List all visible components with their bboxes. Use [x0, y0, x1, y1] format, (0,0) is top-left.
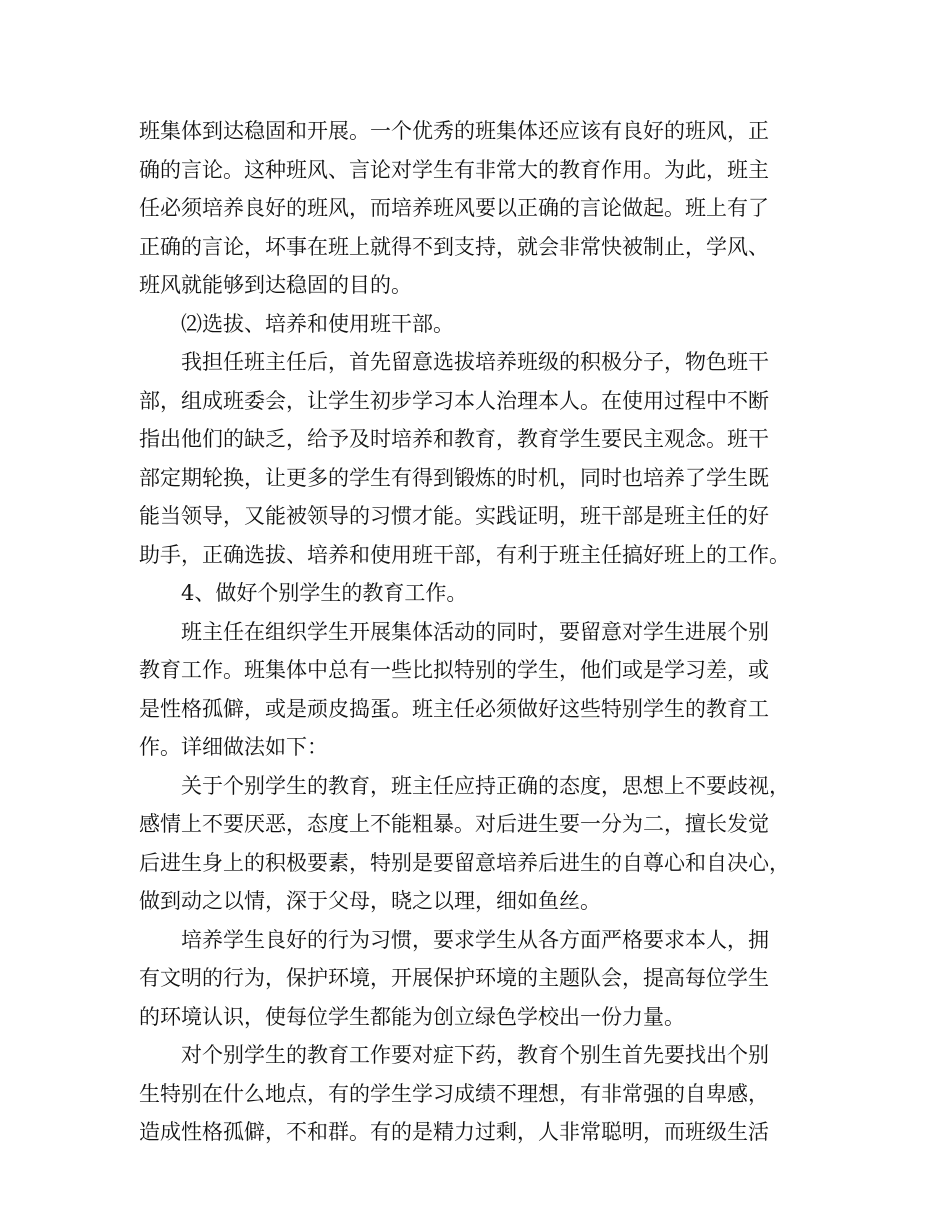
text-line: 我担任班主任后，首先留意选拔培养班级的积极分子，物色班干 — [139, 350, 769, 374]
text-line: 班风就能够到达稳固的目的。 — [139, 273, 412, 297]
body-text — [139, 112, 815, 1152]
text-line: 作。详细做法如下： — [139, 735, 328, 759]
text-line: 感情上不要厌恶，态度上不能粗暴。对后进生要一分为二，擅长发觉 — [139, 812, 769, 836]
text-line: 正确的言论，坏事在班上就得不到支持，就会非常快被制止，学风、 — [139, 234, 769, 259]
text-line: 造成性格孤僻，不和群。有的是精力过剩，人非常聪明，而班级生活 — [139, 1120, 769, 1144]
text-line: 关于个别学生的教育，班主任应持正确的态度，思想上不要歧视， — [139, 773, 790, 798]
text-line: 的环境认识，使每位学生都能为创立绿色学校出一份力量。 — [139, 1004, 685, 1029]
text-line: 能当领导，又能被领导的习惯才能。实践证明，班干部是班主任的好 — [139, 504, 769, 528]
text-line: 班主任在组织学生开展集体活动的同时，要留意对学生进展个别 — [139, 619, 769, 644]
text-line: 对个别学生的教育工作要对症下药，教育个别生首先要找出个别 — [139, 1043, 769, 1067]
text-line: 是性格孤僻，或是顽皮捣蛋。班主任必须做好这些特别学生的教育工 — [139, 696, 769, 721]
section-heading: ⑵选拔、培养和使用班干部。 — [139, 311, 454, 336]
text-line: 任必须培养良好的班风，而培养班风要以正确的言论做起。班上有了 — [139, 196, 769, 220]
text-line: 助手，正确选拔、培养和使用班干部，有利于班主任搞好班上的工作。 — [139, 542, 790, 567]
text-line: 有文明的行为，保护环境，开展保护环境的主题队会，提高每位学生 — [139, 966, 769, 990]
text-line: 部，组成班委会，让学生初步学习本人治理本人。在使用过程中不断 — [139, 388, 769, 413]
text-line: 做到动之以情，深于父母，晓之以理，细如鱼丝。 — [139, 889, 601, 913]
text-line: 确的言论。这种班风、言论对学生有非常大的教育作用。为此，班主 — [139, 157, 769, 182]
text-line: 生特别在什么地点，有的学生学习成绩不理想，有非常强的自卑感， — [139, 1081, 769, 1106]
text-line: 培养学生良好的行为习惯，要求学生从各方面严格要求本人，拥 — [139, 927, 769, 952]
text-line: 指出他们的缺乏，给予及时培养和教育，教育学生要民主观念。班干 — [139, 427, 769, 451]
text-line: 后进生身上的积极要素，特别是要留意培养后进生的自尊心和自决心， — [139, 850, 790, 875]
text-line: 部定期轮换，让更多的学生有得到锻炼的时机，同时也培养了学生既 — [139, 465, 769, 490]
section-heading: 4、做好个别学生的教育工作。 — [139, 581, 468, 605]
text-line: 教育工作。班集体中总有一些比拟特别的学生，他们或是学习差，或 — [139, 658, 769, 682]
text-line: 班集体到达稳固和开展。一个优秀的班集体还应该有良好的班风，正 — [139, 119, 769, 143]
